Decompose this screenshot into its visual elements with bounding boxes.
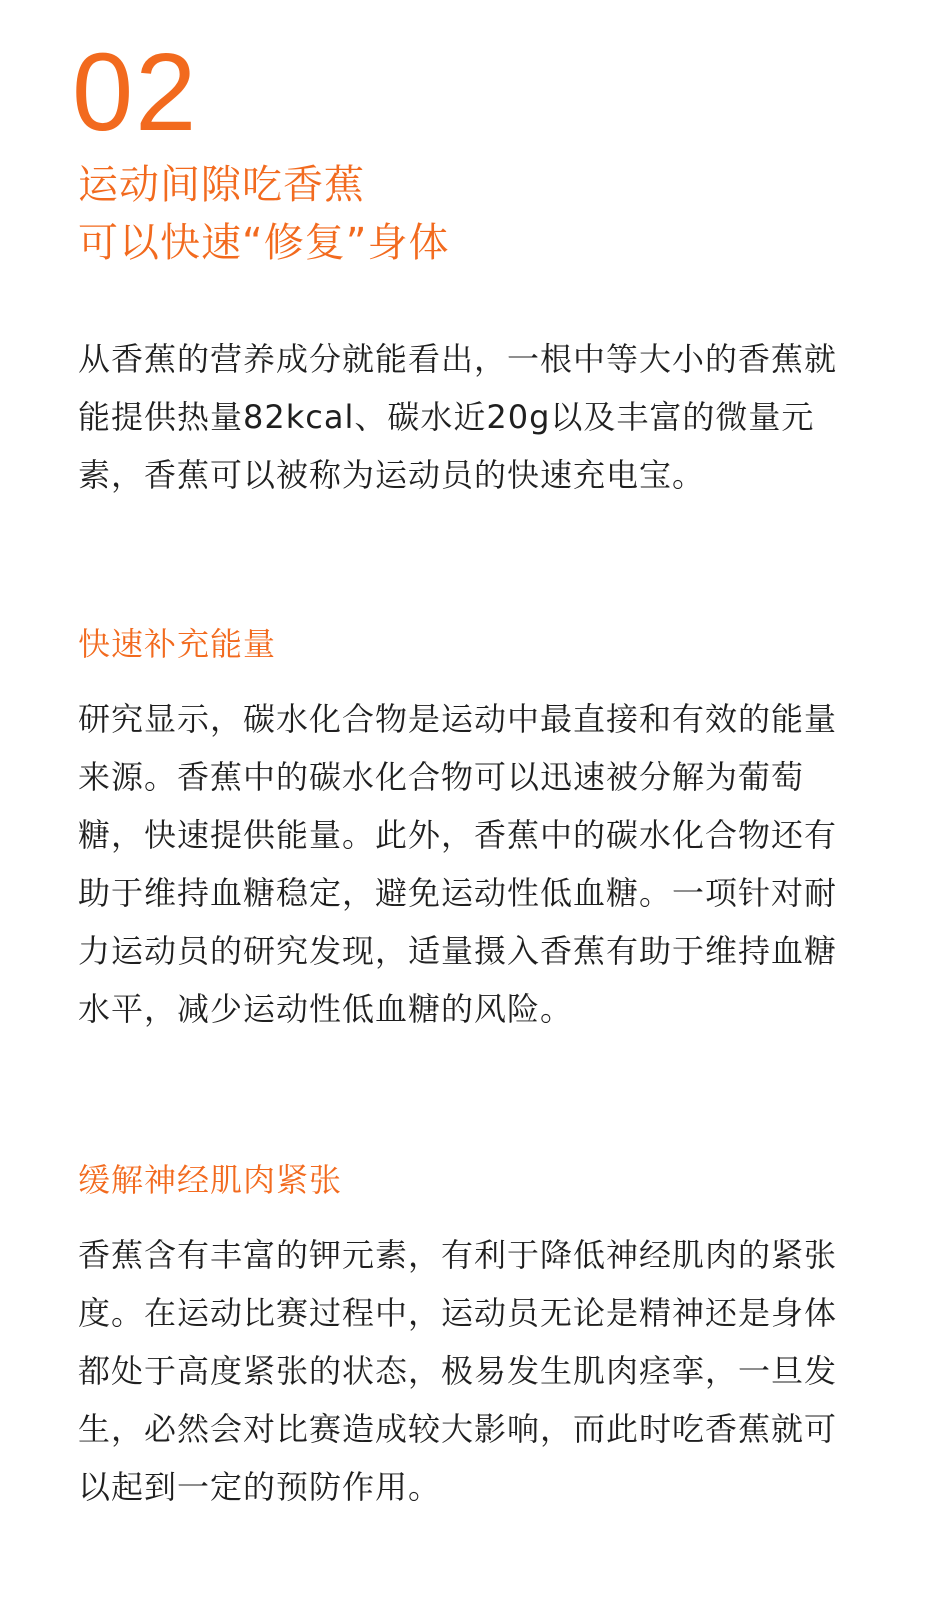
section-number: 02 <box>72 31 199 154</box>
subheading-muscle: 缓解神经肌肉紧张 <box>78 1161 343 1199</box>
intro-paragraph: 从香蕉的营养成分就能看出，一根中等大小的香蕉就能提供热量82kcal、碳水近20g以及丰富的微量元素，香蕉可以被称为运动员的快速充电宝。 <box>78 340 838 494</box>
energy-paragraph: 研究显示，碳水化合物是运动中最直接和有效的能量来源。香蕉中的碳水化合物可以迅速被分解为葡萄糖，快速提供能量。此外，香蕉中的碳水化合物还有助于维持血糖稳定，避免运动性低血糖。一项针对耐力运动员的研究发现，适量摄入香蕉有助于维持血糖水平，减少运动性低血糖的风险。 <box>78 700 838 1028</box>
subheading-energy: 快速补充能量 <box>78 625 277 663</box>
section-title-line-1: 运动间隙吃香蕉 <box>78 162 365 208</box>
muscle-paragraph: 香蕉含有丰富的钾元素，有利于降低神经肌肉的紧张度。在运动比赛过程中，运动员无论是精神还是身体都处于高度紧张的状态，极易发生肌肉痉挛，一旦发生，必然会对比赛造成较大影响，而此时吃香蕉就可以起到一定的预防作用。 <box>78 1236 838 1506</box>
section-title <box>78 156 449 272</box>
section-title-line-2: 可以快速“修复”身体 <box>78 220 450 266</box>
